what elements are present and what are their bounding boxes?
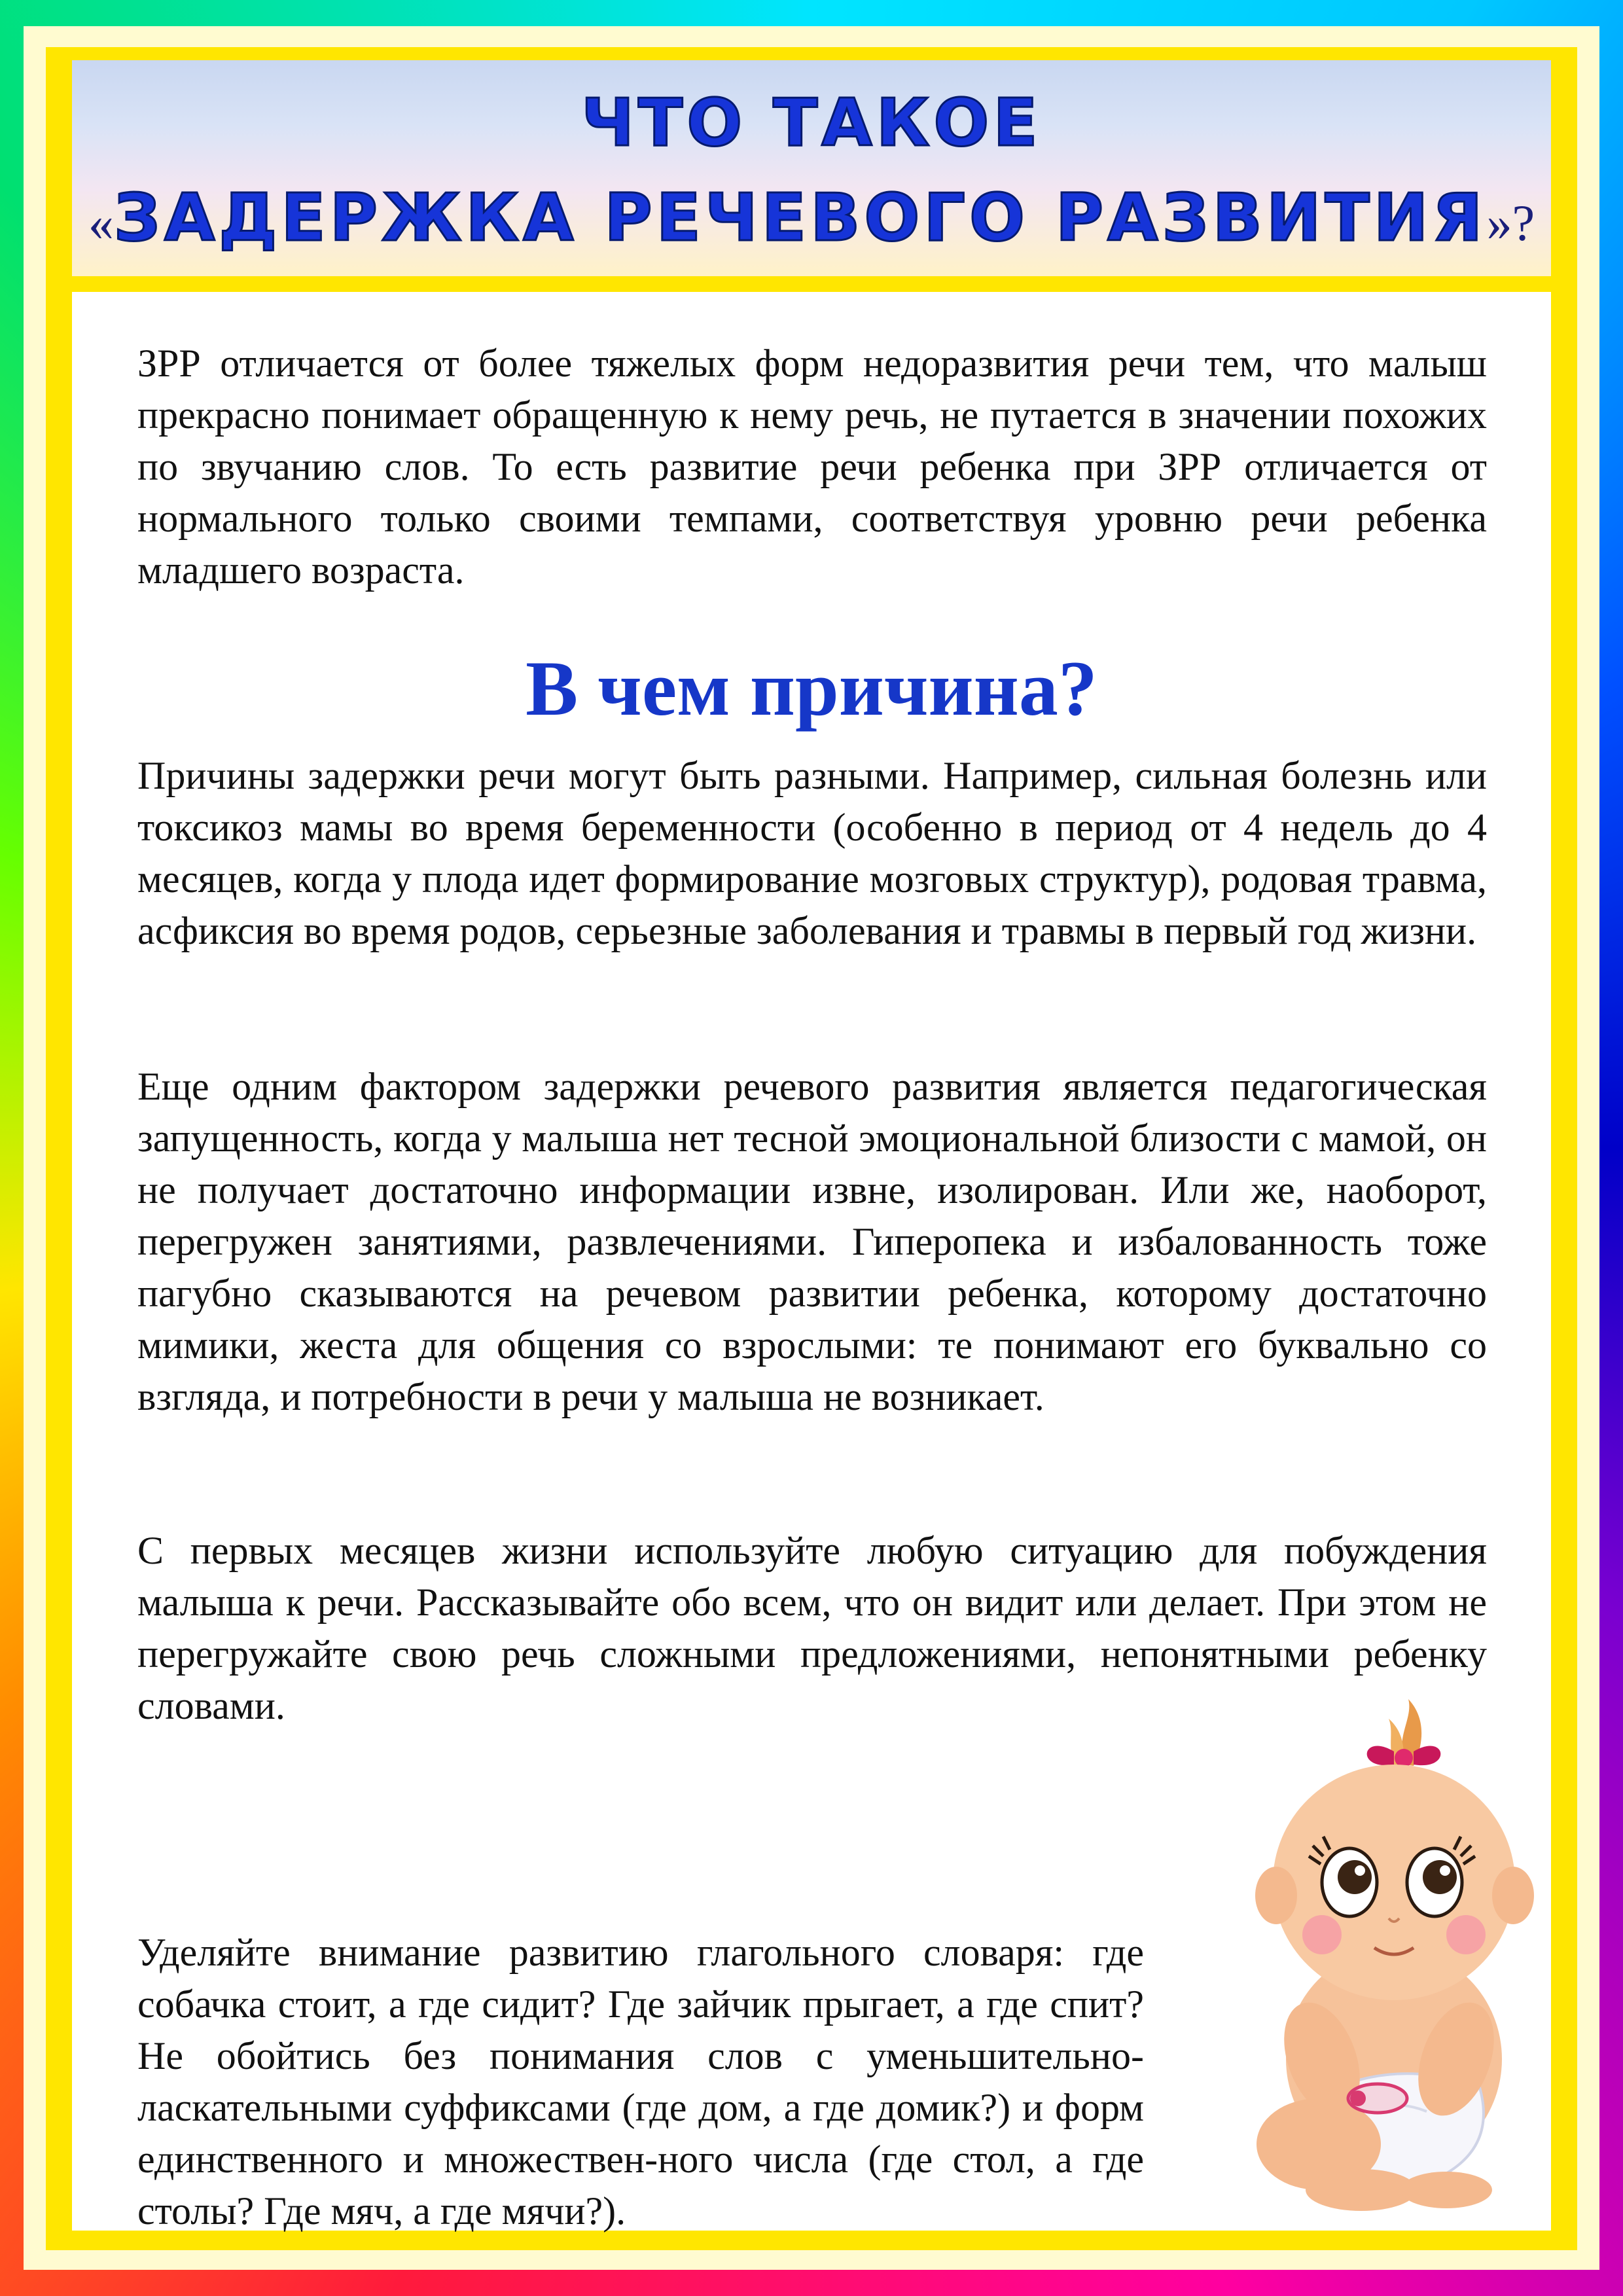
title-panel	[72, 60, 1551, 276]
intro-paragraph: ЗРР отличается от более тяжелых форм недоразвития речи тем, что мaлыш прекрасно понимает обращенную к нему речь, не путается в значении похожих по звучанию слов. То есть развитие речи ребенка при ЗРР отличается от нормального только своими темпами, соответствуя уровню речи ребенка младшего возраста.	[137, 342, 1487, 592]
section-heading: В чем причина?	[526, 645, 1097, 732]
page-title-main: ЗАДЕРЖКА РЕЧЕВОГО РАЗВИТИЯ	[113, 179, 1487, 256]
page-title-line2	[72, 175, 1551, 266]
baby-illustration-icon	[1198, 1693, 1590, 2216]
advice-paragraph: С первых месяцев жизни используйте любую ситуацию для побуждения малыша к речи. Рассказывайте обо всем, что он видит или делает. При этом не перегружайте свою речь сложными предложениями, непонятными ребенку словами.	[137, 1529, 1487, 1727]
factor-paragraph: Еще одним фактором задержки речевого развития является педагогическая запущенность, когда у малыша нет тесной эмоциональной близости с мамой, он не получает достаточно информации извне, изолирован. Или же, наоборот, перегружен занятиями, развлечениями. Гиперопека и избалованность тоже пагубно сказываются на речевом развитии ребенка, которому достаточно мимики, жеста для общения со взрослыми: те понимают его буквально со взгляда, и потребности в речи у малыша не возникает.	[137, 1065, 1487, 1418]
page-title-line1: ЧТО ТАКОЕ	[581, 84, 1042, 161]
causes-paragraph: Причины задержки речи могут быть разными. Например, сильная болезнь или токсикоз мамы во время беременности (особенно в период от 4 недель до 4 месяцев, когда у плода идет формирование мозговых структур), родовая травма, асфиксия во время родов, серьезные заболевания и травмы в первый год жизни.	[137, 754, 1487, 952]
title-open-quote: «	[88, 194, 114, 251]
content-panel	[72, 292, 1551, 2231]
title-close-quote: »?	[1486, 194, 1535, 251]
verbs-paragraph: Уделяйте внимание развитию глагольного словаря: где собачка стоит, а где сидит? Где зайчик прыгает, а где спит? Не обойтись без понимания слов с уменьшительно-ласкательными суффиксами (где дом, а где домик?) и форм единственного и множествен-ного числа (где стол, а где столы? Где мяч, а где мячи?).	[137, 1931, 1144, 2233]
